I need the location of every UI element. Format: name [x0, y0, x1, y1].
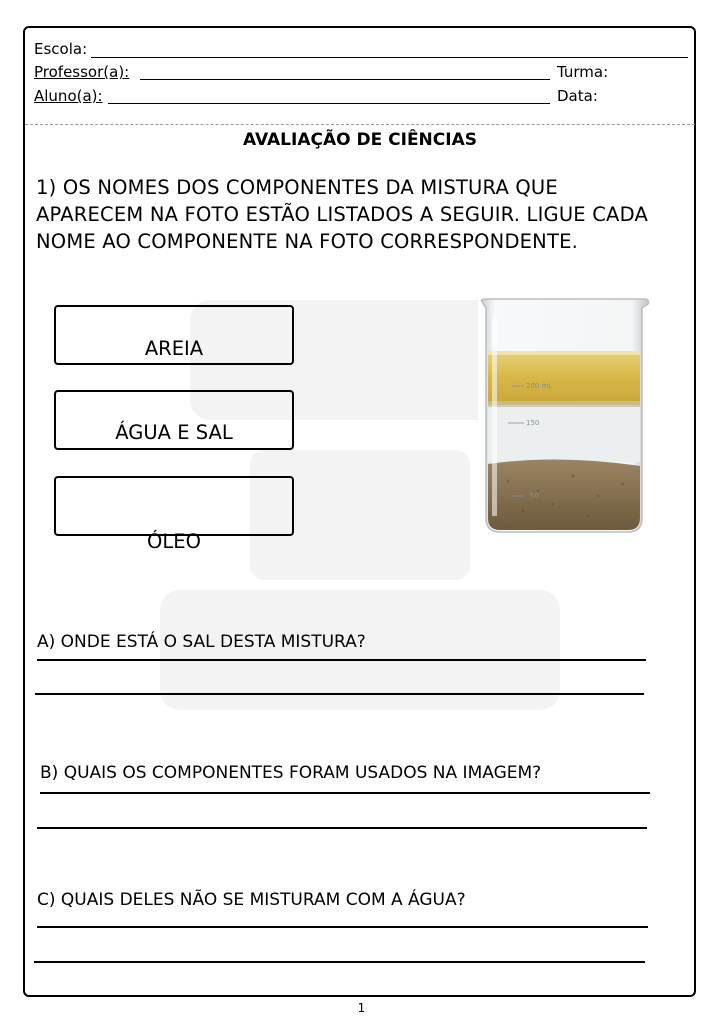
answer-b-line-1[interactable]: [40, 792, 650, 794]
page-number: 1: [357, 1001, 366, 1015]
question-b-text: B) QUAIS OS COMPONENTES FORAM USADOS NA IMAGEM?: [40, 763, 542, 783]
school-line[interactable]: [91, 57, 688, 58]
question-c-text: C) QUAIS DELES NÃO SE MISTURAM COM A ÁGUA?: [37, 890, 466, 910]
beaker-photo: [478, 296, 652, 538]
teacher-line[interactable]: [140, 79, 550, 80]
question-1-text: 1) OS NOMES DOS COMPONENTES DA MISTURA QUE APARECEM NA FOTO ESTÃO LISTADOS A SEGUIR. LIGUE CADA NOME AO COMPONENTE NA FOTO CORRESPONDENTE.: [36, 176, 648, 253]
option-box-oleo[interactable]: [54, 476, 294, 536]
beaker-mark-200: 200 mL: [526, 382, 553, 390]
option-label-agua-sal[interactable]: ÁGUA E SAL: [115, 421, 233, 444]
answer-c-line-1[interactable]: [37, 926, 648, 928]
answer-c-line-2[interactable]: [34, 961, 645, 963]
page-title: AVALIAÇÃO DE CIÊNCIAS: [243, 130, 477, 150]
beaker-mark-150: 150: [526, 419, 540, 427]
class-label: Turma:: [557, 63, 609, 81]
student-label: Aluno(a):: [34, 87, 103, 105]
school-label: Escola:: [34, 40, 88, 58]
student-line[interactable]: [108, 103, 550, 104]
beaker-mark-50: 50: [530, 492, 539, 500]
date-label: Data:: [557, 87, 598, 105]
header-separator: [25, 124, 695, 125]
teacher-label: Professor(a):: [34, 63, 130, 81]
answer-a-line-1[interactable]: [37, 659, 646, 661]
question-a-text: A) ONDE ESTÁ O SAL DESTA MISTURA?: [37, 632, 366, 652]
option-label-oleo[interactable]: ÓLEO: [147, 530, 201, 553]
answer-a-line-2[interactable]: [35, 693, 644, 695]
option-label-areia[interactable]: AREIA: [144, 337, 204, 360]
answer-b-line-2[interactable]: [37, 827, 647, 829]
